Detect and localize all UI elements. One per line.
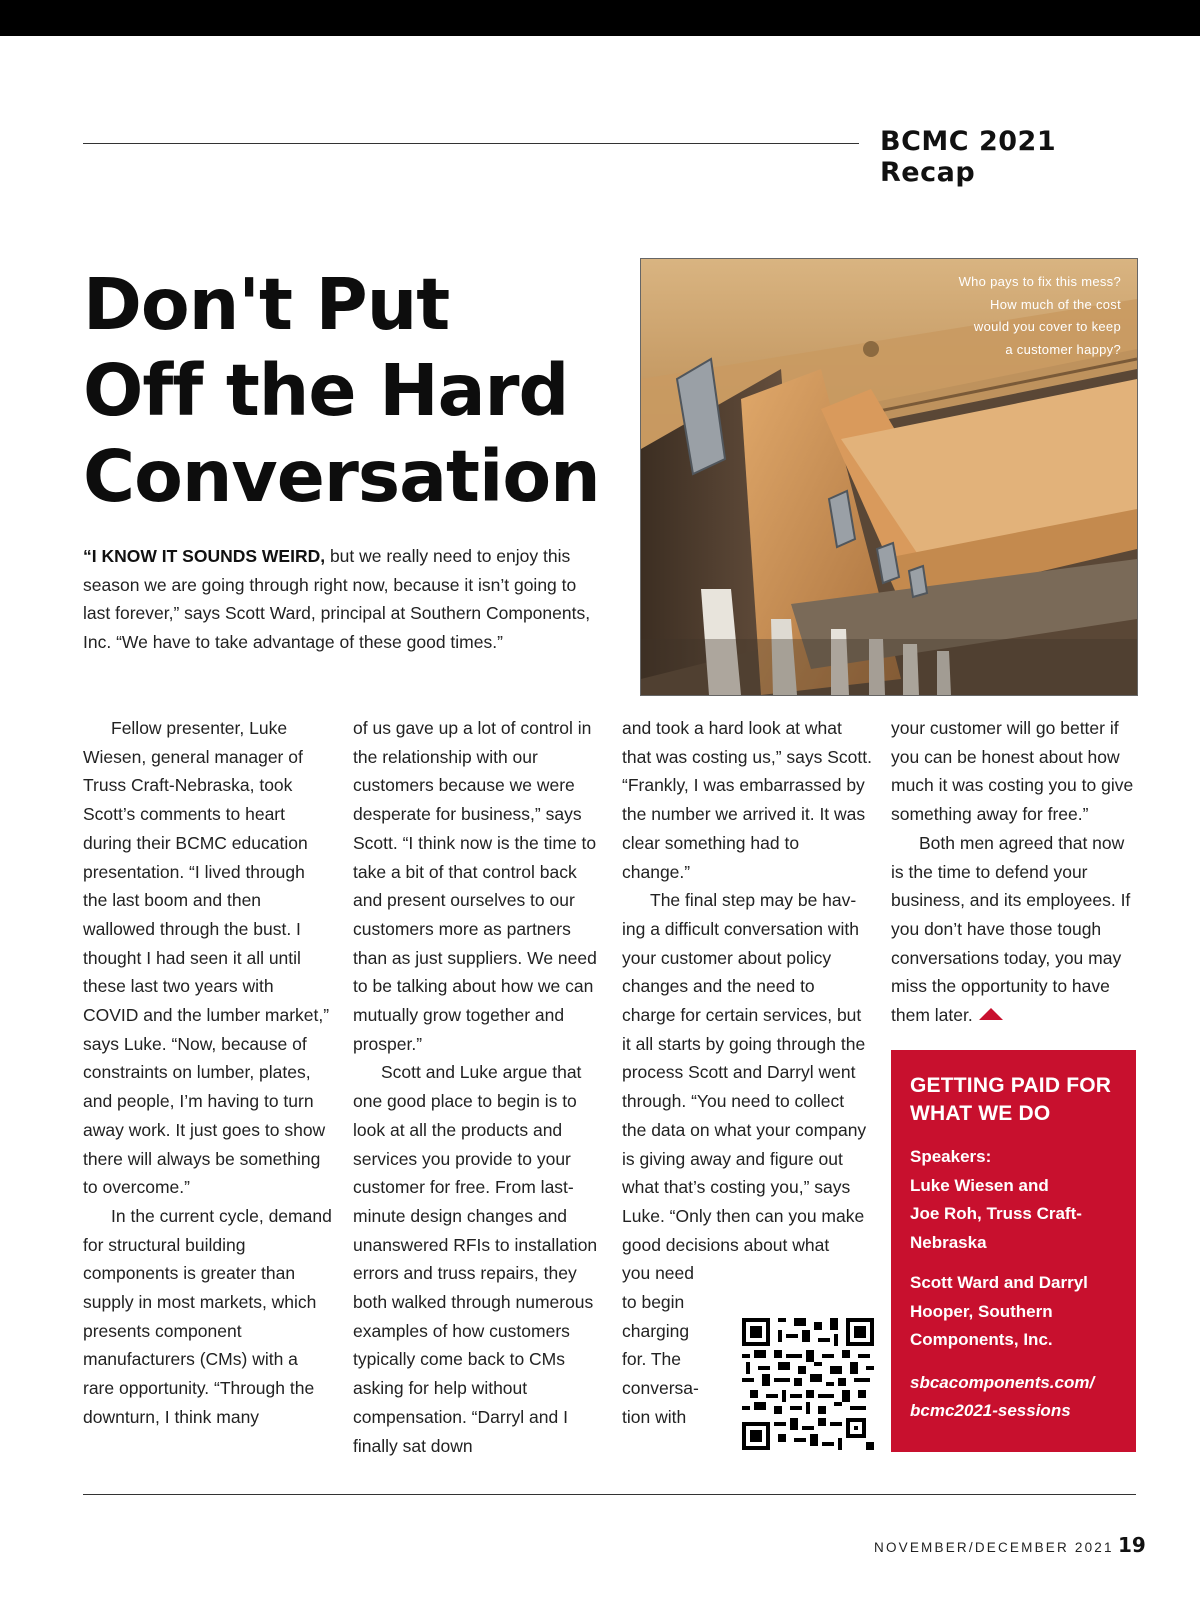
text-line: to begin xyxy=(622,1292,685,1313)
issue-date: NOVEMBER/DECEMBER 2021 xyxy=(874,1540,1114,1555)
title-line: Off the Hard xyxy=(83,349,569,432)
sidebar-line: Luke Wiesen and xyxy=(910,1175,1049,1195)
photo-caption xyxy=(881,271,1121,361)
body-paragraph: and took a hard look at what that was costing us,” says Scott. “Frankly, I was embarrassed by the number we arrived it. It was clear something had to change.” xyxy=(622,718,872,882)
column-2 xyxy=(353,714,603,1460)
header-rule xyxy=(83,143,859,144)
sidebar-line: Nebraska xyxy=(910,1232,987,1252)
caption-line: would you cover to keep xyxy=(973,319,1121,334)
text-line: for. The xyxy=(622,1349,682,1370)
column-1 xyxy=(83,714,333,1432)
end-mark-triangle-icon xyxy=(979,1008,1003,1020)
sessions-link[interactable] xyxy=(910,1369,1118,1426)
lead-paragraph xyxy=(83,542,603,656)
body-paragraph: Fellow presenter, Luke Wiesen, general manager of Truss Craft-Nebraska, took Scott’s comments to heart during their BCMC education presentation. “I lived through the last boom and then wallowed through the bust. I thought I had seen it all until these last two years with COVID and the lumber market,” says Luke. “Now, because of constraints on lumber, plates, and people, I’m having to turn away work. It just goes to show there will always be something to overcome.” xyxy=(83,718,330,1198)
lead-text: but we really need to enjoy this season we are going through right now, because it isn’t going to last forever,” says Scott Ward, principal at Southern Components, Inc. “We have to take advantage of these good times.” xyxy=(83,546,591,652)
body-paragraph: your customer will go better if you can be honest about how much it was costing you to give something away for free.” xyxy=(891,718,1134,825)
sidebar-line: Components, Inc. xyxy=(910,1330,1053,1349)
body-paragraph: The final step may be having a difficult conversation with your customer about policy changes and the need to charge for certain services, but it all starts by going through the process Scott and Darryl went through. “You need to collect the data on what your company is giving away and figure out what that’s costing you,” says Luke. “Only then can you make good decisions about what xyxy=(622,890,867,1255)
text-line: conversa- xyxy=(622,1378,699,1399)
section-header: BCMC 2021 Recap xyxy=(880,126,1057,188)
body-paragraph xyxy=(891,829,1141,1030)
link-line[interactable]: bcmc2021-sessions xyxy=(910,1401,1071,1420)
caption-line: How much of the cost xyxy=(990,296,1121,312)
footer-rule xyxy=(83,1494,1136,1495)
body-paragraph: In the current cycle, demand for structural building components is greater than supply in most markets, which presents component manufacturers (CMs) with a rare opportunity. “Through the downturn, I think many xyxy=(83,1205,332,1427)
body-paragraph: of us gave up a lot of control in the relationship with our customers because we were desperate for business,” says Scott. “I think now is the time to take a bit of that control back and present ourselves to our customers more as partners than as just suppliers. We need to be talking about how we can mutually grow together and prosper.” xyxy=(353,718,597,1054)
page-number: 19 xyxy=(1118,1533,1146,1557)
sidebar-line: Joe Roh, Truss Craft- xyxy=(910,1204,1082,1223)
sidebar-title-line: WHAT WE DO xyxy=(910,1102,1051,1125)
column-4 xyxy=(891,714,1141,1030)
caption-line: a customer happy? xyxy=(1005,341,1121,357)
top-black-bar xyxy=(0,0,1200,36)
sidebar-speakers xyxy=(910,1143,1118,1257)
sidebar-line: Scott Ward and Darryl xyxy=(910,1273,1088,1292)
text-line: charging xyxy=(622,1320,690,1341)
body-paragraph-text: Both men agreed that now is the time to defend your business, and its employees. If you don’t have those tough conversations today, you may miss the opportunity to have them later. xyxy=(891,832,1131,1026)
sidebar-title-line: GETTING PAID FOR xyxy=(910,1074,1112,1097)
title-line: Don't Put xyxy=(83,263,450,346)
qr-code[interactable] xyxy=(742,1318,874,1450)
body-paragraph: Scott and Luke argue that one good place to begin is to look at all the products and services you provide to your customer for free. From last-minute design changes and unanswered RFIs to installation errors and truss repairs, they both walked through numerous examples of how customers typically come back to CMs asking for help without compensation. “Darryl and I finally sat down xyxy=(353,1062,598,1456)
sidebar-title xyxy=(910,1072,1118,1128)
sidebar-line: Speakers: xyxy=(910,1147,992,1166)
text-line: you need xyxy=(622,1263,695,1284)
caption-line: Who pays to fix this mess? xyxy=(958,274,1121,289)
session-sidebar xyxy=(891,1050,1136,1452)
sidebar-speakers-2 xyxy=(910,1269,1118,1355)
article-title xyxy=(83,262,623,520)
lead-caps: “I KNOW IT SOUNDS WEIRD, xyxy=(83,546,326,566)
article-photo xyxy=(640,258,1138,696)
sidebar-line: Hooper, Southern xyxy=(910,1301,1053,1321)
link-line[interactable]: sbcacomponents.com/ xyxy=(910,1372,1095,1392)
title-line: Conversation xyxy=(83,435,600,518)
text-line: tion with xyxy=(622,1406,687,1427)
